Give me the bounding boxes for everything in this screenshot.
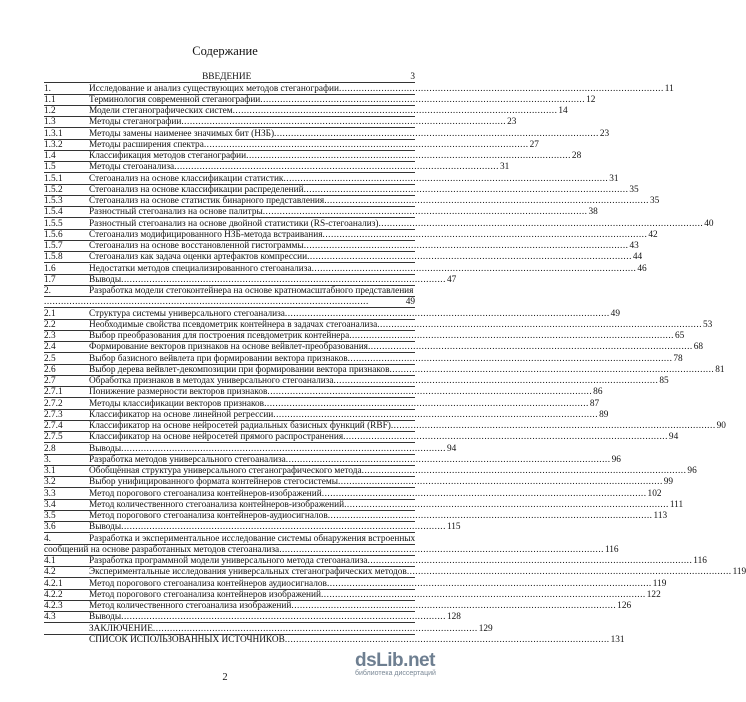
toc-leader-dots (312, 264, 637, 274)
toc-entry-text: Стегоанализ на основе классификации статистик (89, 173, 284, 184)
toc-entry (44, 342, 704, 353)
toc-entry-text: Выбор дерева вейвлет-декомпозиции при формировании вектора признаков (89, 364, 390, 375)
toc-entry (44, 308, 620, 319)
toc-entry-page: 113 (653, 511, 668, 521)
toc-leader-dots (327, 579, 652, 589)
toc-leader-dots (121, 444, 446, 454)
toc-entry-number: 1.5.6 (44, 229, 63, 240)
toc-leader-dots (339, 84, 664, 94)
toc-entry (44, 218, 714, 229)
toc-leader-dots (307, 252, 632, 262)
toc-entry-number: 2.8 (44, 443, 56, 454)
toc-entry-page: 47 (446, 274, 457, 285)
toc-entry-text: Методы расширения спектра (89, 139, 204, 150)
toc-entry-text: Разработка методов универсального стегоанализа (89, 454, 286, 465)
toc-entry (44, 544, 619, 556)
toc-leader-dots (348, 354, 673, 364)
toc-entry-page: 11 (664, 83, 674, 94)
toc-entry (44, 466, 697, 477)
toc-entry-page: 119 (732, 567, 746, 578)
toc-entry-text: Экспериментальные исследования универсальных стеганографических методов (89, 567, 407, 578)
toc-entry-number: 1.4 (44, 151, 56, 161)
toc-leader-dots (44, 297, 405, 307)
toc-entry-text: Методы стегоанализа (89, 162, 175, 173)
toc-entry (44, 162, 510, 173)
toc-entry-text: Выводы (89, 522, 122, 533)
toc-entry-text: Необходимые свойства псевдометрик контейнера в задачах стегоанализа (89, 319, 378, 330)
toc-entry-number: 4.2.2 (44, 589, 63, 600)
toc-entry-page: 23 (599, 128, 610, 139)
toc-leader-dots (285, 635, 610, 645)
toc-entry-number: 1.5.1 (44, 173, 63, 184)
toc-entry-number: 2.1 (44, 308, 56, 319)
toc-entry (44, 106, 568, 117)
toc-entry (44, 196, 660, 207)
toc-entry-page: 65 (675, 331, 685, 341)
toc-leader-dots (362, 466, 687, 476)
toc-entry-page: 40 (704, 218, 714, 229)
toc-leader-dots (291, 601, 616, 611)
toc-leader-dots (121, 612, 446, 622)
toc-entry-text: СПИСОК ИСПОЛЬЗОВАННЫХ ИСТОЧНИКОВ (89, 634, 285, 645)
toc-leader-dots (263, 207, 588, 217)
toc-entry (44, 432, 679, 443)
toc-entry-text: Структура системы универсального стегоанализа (89, 308, 285, 319)
toc-entry (44, 94, 596, 106)
toc-entry-number: 2.7.5 (44, 432, 63, 443)
toc-leader-dots (264, 399, 589, 409)
table-of-contents (44, 72, 746, 645)
toc-entry-text: Модели стеганографических систем (89, 106, 233, 116)
toc-entry-number: 2.7.2 (44, 398, 63, 409)
toc-entry-page: 94 (446, 443, 457, 454)
toc-entry-text: Методы классификации векторов признаков (89, 398, 265, 409)
toc-leader-dots (349, 331, 674, 341)
toc-entry-page: 43 (629, 241, 639, 251)
toc-entry-number: 4.3 (44, 612, 56, 623)
toc-entry-text: Понижение размерности векторов признаков (89, 387, 268, 398)
toc-entry-number: 4.1 (44, 556, 56, 566)
toc-entry-text: Стегоанализ модифицированного НЗБ-метода встраивания (89, 229, 323, 240)
toc-entry-page: 35 (649, 196, 660, 206)
toc-leader-dots (323, 230, 648, 240)
toc-entry-page: 44 (632, 252, 643, 263)
toc-entry-text: Метод количественного стегоанализа контейнеров-изображений (89, 499, 345, 510)
toc-entry-number: 1.5.3 (44, 196, 63, 206)
toc-entry-number: 2.7.3 (44, 409, 63, 420)
toc-entry (44, 612, 461, 623)
toc-entry-text: Выбор унифицированного формата контейнеров стегосистемы (89, 477, 338, 488)
toc-entry-number: 1.3 (44, 117, 56, 128)
toc-entry-page: 53 (703, 319, 713, 330)
toc-entry-page: 102 (647, 488, 662, 499)
toc-entry-number: 2.5 (44, 353, 56, 364)
toc-entry-page: 27 (529, 139, 539, 150)
toc-entry-text: Стегоанализ на основе восстановленной гистограммы (89, 241, 304, 251)
toc-leader-dots (121, 275, 446, 285)
toc-entry-page: 126 (617, 601, 632, 611)
toc-entry-number: 3.2 (44, 477, 56, 488)
toc-entry-page: 78 (673, 353, 683, 364)
toc-entry-page: 122 (646, 589, 661, 600)
toc-entry-number: 4. (44, 533, 51, 544)
toc-leader-dots (233, 106, 558, 116)
toc-leader-dots (274, 129, 599, 139)
toc-leader-dots (153, 624, 478, 634)
toc-entry-text: Методы замены наименее значимых бит (НЗБ) (89, 128, 275, 139)
toc-entry-page: 42 (648, 229, 658, 240)
toc-entry-number: 1.5.5 (44, 218, 63, 229)
toc-entry (44, 556, 707, 567)
toc-entry-number: 1.1 (44, 94, 56, 105)
toc-entry (44, 589, 661, 601)
toc-entry-page: 31 (609, 173, 619, 184)
toc-entry-text: Разработка программной модели универсального метода стегоанализа (89, 556, 368, 566)
toc-entry (44, 297, 415, 308)
toc-entry-page: 35 (629, 184, 639, 195)
toc-leader-dots (328, 511, 653, 521)
toc-entry-page: 49 (610, 308, 620, 319)
toc-leader-dots (181, 117, 506, 127)
toc-entry-number: 4.2.1 (44, 578, 63, 589)
toc-entry-number: 2.6 (44, 364, 56, 375)
toc-entry-page: 90 (716, 421, 726, 431)
toc-leader-dots (378, 219, 703, 229)
toc-entry-page: 116 (604, 544, 619, 555)
toc-entry (44, 522, 461, 533)
toc-leader-dots (344, 500, 669, 510)
toc-entry (44, 443, 457, 454)
toc-entry-page: 89 (599, 409, 609, 420)
toc-entry-page: 116 (693, 556, 707, 566)
toc-entry (44, 533, 415, 544)
toc-entry (44, 421, 726, 432)
toc-entry-number: 2.7 (44, 376, 56, 386)
toc-leader-dots (279, 545, 604, 555)
toc-leader-dots (304, 241, 629, 251)
page-title: Содержание (192, 44, 258, 58)
toc-entry-page: 111 (669, 499, 684, 510)
toc-entry-page: 23 (507, 117, 517, 128)
toc-entry (44, 499, 684, 511)
page-number: 2 (222, 672, 228, 683)
toc-entry-text: Классификация методов стеганографии (89, 151, 247, 161)
toc-entry-page: 128 (446, 612, 461, 623)
toc-entry-text: ЗАКЛЮЧЕНИЕ (89, 623, 153, 634)
toc-entry-page: 12 (586, 94, 596, 105)
toc-leader-dots (324, 196, 649, 206)
toc-entry (44, 241, 639, 252)
toc-entry-text: Классификатор на основе линейной регрессии (89, 409, 274, 420)
toc-entry-number: 3.3 (44, 488, 56, 499)
toc-entry-page: 68 (693, 342, 704, 353)
toc-leader-dots (391, 421, 716, 431)
toc-entry-page: 85 (659, 376, 669, 386)
toc-entry-page: 94 (668, 432, 679, 443)
toc-leader-dots (285, 309, 610, 319)
toc-leader-dots (260, 95, 585, 105)
toc-entry-number: 4.2 (44, 567, 56, 578)
toc-entry-number: 1.6 (44, 263, 56, 274)
toc-entry-page: 96 (687, 466, 697, 476)
toc-entry-page: 115 (446, 522, 461, 533)
toc-entry-number: 3.6 (44, 522, 56, 533)
toc-entry-text: Обработка признаков в методах универсального стегоанализа (89, 376, 334, 386)
toc-entry-page: 131 (610, 634, 625, 645)
toc-entry-text: Формирование векторов признаков на основе вейвлет-преобразования (89, 342, 368, 353)
toc-entry-text: Разностный стегоанализ на основе двойной статистики (RS-стегоанализ) (89, 218, 379, 229)
toc-entry-number: 2.4 (44, 342, 56, 353)
toc-entry-number: 1.5 (44, 162, 56, 173)
toc-entry (44, 331, 685, 342)
toc-entry-text: Метод порогового стегоанализа контейнеров-изображений (89, 488, 322, 499)
toc-leader-dots (368, 342, 693, 352)
toc-entry-text: Классификатор на основе нейросетей прямого распространения (89, 432, 344, 443)
toc-entry (44, 286, 415, 297)
toc-entry-number: 1.2 (44, 106, 56, 116)
toc-entry (44, 353, 683, 364)
toc-entry (44, 72, 415, 83)
toc-entry-text: Выводы (89, 443, 122, 454)
toc-entry-page: 129 (478, 623, 493, 634)
toc-leader-dots (377, 320, 702, 330)
toc-entry (44, 364, 725, 376)
toc-entry (44, 376, 669, 387)
toc-entry-number: 1.7 (44, 274, 56, 285)
toc-leader-dots (283, 174, 608, 184)
toc-entry-number: 1.5.7 (44, 241, 63, 251)
toc-entry (44, 477, 674, 488)
toc-entry-number: 1.5.2 (44, 184, 63, 195)
watermark (355, 650, 450, 677)
toc-entry-number: 1.3.1 (44, 128, 63, 139)
toc-entry-number: 3.1 (44, 466, 56, 476)
toc-leader-dots (343, 432, 668, 442)
toc-entry-text: Разностный стегоанализ на основе палитры (89, 207, 263, 218)
toc-entry-page: 99 (663, 477, 674, 488)
toc-entry-number: 2.3 (44, 331, 56, 341)
toc-entry (44, 319, 713, 331)
toc-entry-number: 3.4 (44, 499, 56, 510)
toc-entry (44, 117, 517, 128)
toc-entry-text: Классификатор на основе нейросетей радиальных базисных функций (RBF) (89, 421, 391, 431)
toc-entry-page: 31 (499, 162, 510, 173)
toc-entry-number: 1.5.4 (44, 207, 63, 218)
toc-entry-page: 87 (589, 398, 600, 409)
toc-leader-dots (121, 522, 446, 532)
toc-entry-text: Терминология современной стеганографии (89, 94, 261, 105)
toc-entry-text: Выводы (89, 274, 122, 285)
toc-entry-page: 81 (715, 364, 725, 375)
toc-entry-number: 1.3.2 (44, 139, 63, 150)
toc-entry-number: 1.5.8 (44, 252, 63, 263)
toc-leader-dots (204, 140, 529, 150)
toc-entry-text: Недостатки методов специализированного стегоанализа (89, 263, 312, 274)
toc-entry (44, 623, 493, 634)
toc-entry (44, 128, 610, 139)
toc-entry-page: 14 (558, 106, 568, 116)
toc-entry-text: Исследование и анализ существующих методов стеганографии (89, 83, 339, 94)
toc-leader-dots (321, 590, 646, 600)
toc-entry-number: 4.2.3 (44, 601, 63, 611)
toc-entry (44, 139, 539, 151)
toc-entry-text: Выводы (89, 612, 122, 623)
toc-entry (44, 409, 609, 421)
toc-entry-page: 3 (410, 72, 415, 83)
toc-entry-text: Выбор преобразования для построения псевдометрик контейнера (89, 331, 350, 341)
toc-leader-dots (246, 151, 571, 161)
toc-leader-dots (389, 365, 714, 375)
toc-leader-dots (273, 410, 598, 420)
toc-entry-page: 96 (611, 454, 621, 465)
toc-entry (44, 263, 647, 274)
toc-entry (44, 83, 674, 94)
toc-entry-text: Обобщённая структура универсального стеганографического метода (89, 466, 362, 476)
toc-leader-dots (286, 455, 611, 465)
toc-entry-text: Стегоанализ на основе статистик бинарного представления (89, 196, 325, 206)
toc-leader-dots (334, 376, 659, 386)
toc-entry (44, 173, 619, 184)
toc-entry-text: Стегоанализ как задача оценки артефактов компрессии (89, 252, 308, 263)
toc-leader-dots (267, 387, 592, 397)
toc-entry-text: ВВЕДЕНИЕ (202, 72, 252, 83)
toc-entry-page: 49 (405, 297, 415, 308)
toc-leader-dots (322, 489, 647, 499)
toc-entry (44, 387, 603, 398)
toc-entry-text: Разработка модели стегоконтейнера на основе кратномасштабного представления (89, 286, 414, 296)
toc-leader-dots (304, 185, 629, 195)
toc-entry-text: Метод порогового стегоанализа контейнеров изображений (89, 589, 321, 600)
toc-leader-dots (407, 567, 732, 577)
toc-entry-page: 86 (593, 387, 603, 398)
toc-entry-text: Разработка и экспериментальное исследование системы обнаружения встроенных (89, 533, 416, 544)
toc-entry-page: 38 (588, 207, 598, 218)
toc-entry (44, 151, 582, 162)
toc-entry-number: 2.7.4 (44, 421, 63, 431)
toc-entry (44, 567, 746, 578)
watermark-logo: dsLib.net (355, 650, 435, 671)
toc-entry (44, 252, 643, 263)
toc-entry-text: Метод количественного стегоанализа изображений (89, 601, 292, 611)
toc-entry-page: 46 (637, 263, 647, 274)
toc-entry-number: 3.5 (44, 511, 56, 521)
toc-entry-number: 3. (44, 454, 51, 465)
toc-entry-text: Выбор базисного вейвлета при формировании вектора признаков (89, 353, 348, 364)
toc-entry-number: 2.2 (44, 319, 56, 330)
toc-entry (44, 207, 598, 218)
toc-entry (44, 398, 600, 409)
toc-entry-text: сообщений на основе разработанных методов стегоанализа (44, 544, 280, 555)
toc-leader-dots (174, 162, 499, 172)
toc-entry (44, 454, 621, 466)
toc-entry (44, 229, 658, 241)
toc-entry (44, 274, 457, 286)
toc-entry-text: Метод порогового стегоанализа контейнеров аудиосигналов (89, 578, 327, 589)
toc-entry-text: Стегоанализ на основе классификации распределений (89, 184, 304, 195)
toc-entry-text: Метод порогового стегоанализа контейнеров-аудиосигналов (89, 511, 328, 521)
toc-entry-page: 28 (571, 151, 582, 161)
toc-entry (44, 634, 625, 645)
toc-leader-dots (368, 556, 693, 566)
toc-entry (44, 511, 668, 522)
toc-entry-number: 1. (44, 83, 51, 94)
watermark-subtitle: библиотека диссертаций (355, 670, 436, 677)
toc-entry (44, 578, 667, 589)
toc-entry-text: Методы стеганографии (89, 117, 182, 128)
toc-entry (44, 601, 632, 612)
toc-entry-number: 2.7.1 (44, 387, 63, 398)
toc-entry-number: 2. (44, 286, 51, 296)
toc-entry (44, 184, 639, 196)
toc-entry-page: 119 (652, 578, 667, 589)
toc-leader-dots (338, 477, 663, 487)
toc-entry (44, 488, 662, 499)
